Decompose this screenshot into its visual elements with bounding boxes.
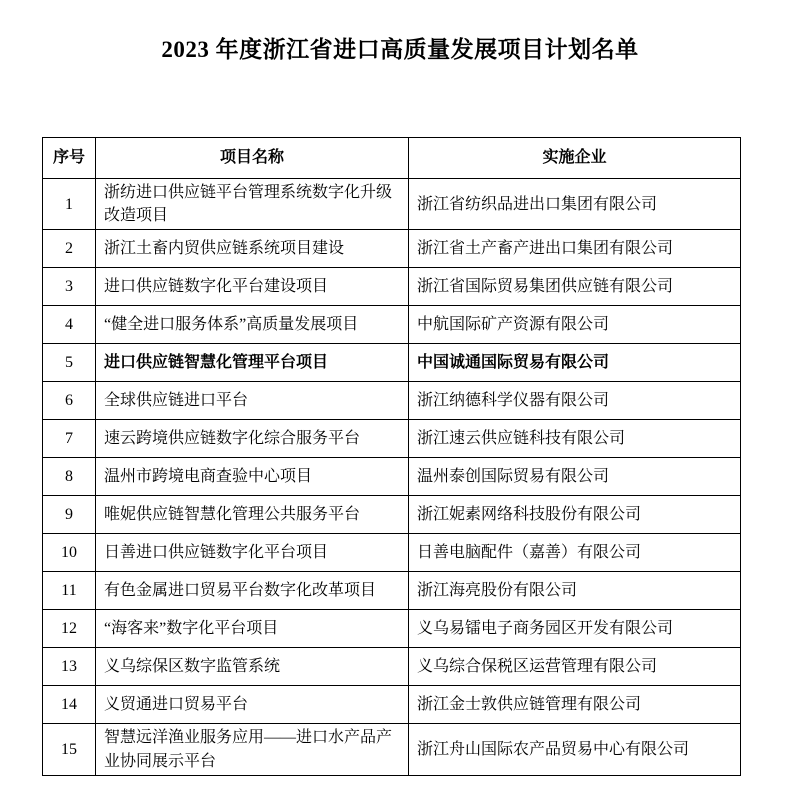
- table-row: [43, 648, 741, 686]
- company-cell: 浙江省纺织品进出口集团有限公司: [409, 179, 741, 230]
- row-number-cell: 13: [43, 648, 96, 686]
- row-number-cell: 9: [43, 496, 96, 534]
- row-number-cell: 6: [43, 382, 96, 420]
- col-header-company: 实施企业: [409, 138, 741, 179]
- company-cell: 浙江海亮股份有限公司: [409, 572, 741, 610]
- company-cell: 浙江省土产畜产进出口集团有限公司: [409, 230, 741, 268]
- table-row: [43, 686, 741, 724]
- company-cell: 浙江省国际贸易集团供应链有限公司: [409, 268, 741, 306]
- company-cell: 中航国际矿产资源有限公司: [409, 306, 741, 344]
- row-number-cell: 7: [43, 420, 96, 458]
- table-row: [43, 534, 741, 572]
- table-row: [43, 496, 741, 534]
- project-name-cell: 速云跨境供应链数字化综合服务平台: [96, 420, 409, 458]
- row-number-cell: 8: [43, 458, 96, 496]
- header-row: [43, 138, 741, 179]
- col-header-no: 序号: [43, 138, 96, 179]
- table-row: [43, 724, 741, 775]
- project-name-cell: 义乌综保区数字监管系统: [96, 648, 409, 686]
- table-row: [43, 230, 741, 268]
- project-name-cell: 智慧远洋渔业服务应用——进口水产品产业协同展示平台: [96, 724, 409, 775]
- table-row: [43, 306, 741, 344]
- project-name-cell: 全球供应链进口平台: [96, 382, 409, 420]
- row-number-cell: 15: [43, 724, 96, 775]
- project-name-cell: 浙江土畜内贸供应链系统项目建设: [96, 230, 409, 268]
- table-row: [43, 382, 741, 420]
- projects-table: [42, 137, 741, 776]
- project-name-cell: 进口供应链智慧化管理平台项目: [96, 344, 409, 382]
- table-row: [43, 610, 741, 648]
- company-cell: 中国诚通国际贸易有限公司: [409, 344, 741, 382]
- project-name-cell: 有色金属进口贸易平台数字化改革项目: [96, 572, 409, 610]
- row-number-cell: 2: [43, 230, 96, 268]
- row-number-cell: 11: [43, 572, 96, 610]
- project-name-cell: 唯妮供应链智慧化管理公共服务平台: [96, 496, 409, 534]
- project-name-cell: 义贸通进口贸易平台: [96, 686, 409, 724]
- project-name-cell: 浙纺进口供应链平台管理系统数字化升级改造项目: [96, 179, 409, 230]
- company-cell: 浙江妮素网络科技股份有限公司: [409, 496, 741, 534]
- row-number-cell: 3: [43, 268, 96, 306]
- company-cell: 浙江纳德科学仪器有限公司: [409, 382, 741, 420]
- project-name-cell: 温州市跨境电商查验中心项目: [96, 458, 409, 496]
- row-number-cell: 1: [43, 179, 96, 230]
- table-row: [43, 458, 741, 496]
- col-header-project: 项目名称: [96, 138, 409, 179]
- company-cell: 日善电脑配件（嘉善）有限公司: [409, 534, 741, 572]
- company-cell: 浙江金士敦供应链管理有限公司: [409, 686, 741, 724]
- project-name-cell: “海客来”数字化平台项目: [96, 610, 409, 648]
- company-cell: 义乌综合保税区运营管理有限公司: [409, 648, 741, 686]
- table-row: [43, 268, 741, 306]
- table-row: [43, 179, 741, 230]
- table-header: [43, 138, 741, 179]
- project-name-cell: “健全进口服务体系”高质量发展项目: [96, 306, 409, 344]
- company-cell: 浙江舟山国际农产品贸易中心有限公司: [409, 724, 741, 775]
- table-row: [43, 572, 741, 610]
- row-number-cell: 14: [43, 686, 96, 724]
- company-cell: 浙江速云供应链科技有限公司: [409, 420, 741, 458]
- project-name-cell: 进口供应链数字化平台建设项目: [96, 268, 409, 306]
- row-number-cell: 5: [43, 344, 96, 382]
- table-row: [43, 344, 741, 382]
- table-body: [43, 179, 741, 776]
- company-cell: 温州泰创国际贸易有限公司: [409, 458, 741, 496]
- row-number-cell: 10: [43, 534, 96, 572]
- project-name-cell: 日善进口供应链数字化平台项目: [96, 534, 409, 572]
- table-row: [43, 420, 741, 458]
- row-number-cell: 4: [43, 306, 96, 344]
- row-number-cell: 12: [43, 610, 96, 648]
- page-title: 2023 年度浙江省进口高质量发展项目计划名单: [161, 37, 639, 62]
- company-cell: 义乌易镭电子商务园区开发有限公司: [409, 610, 741, 648]
